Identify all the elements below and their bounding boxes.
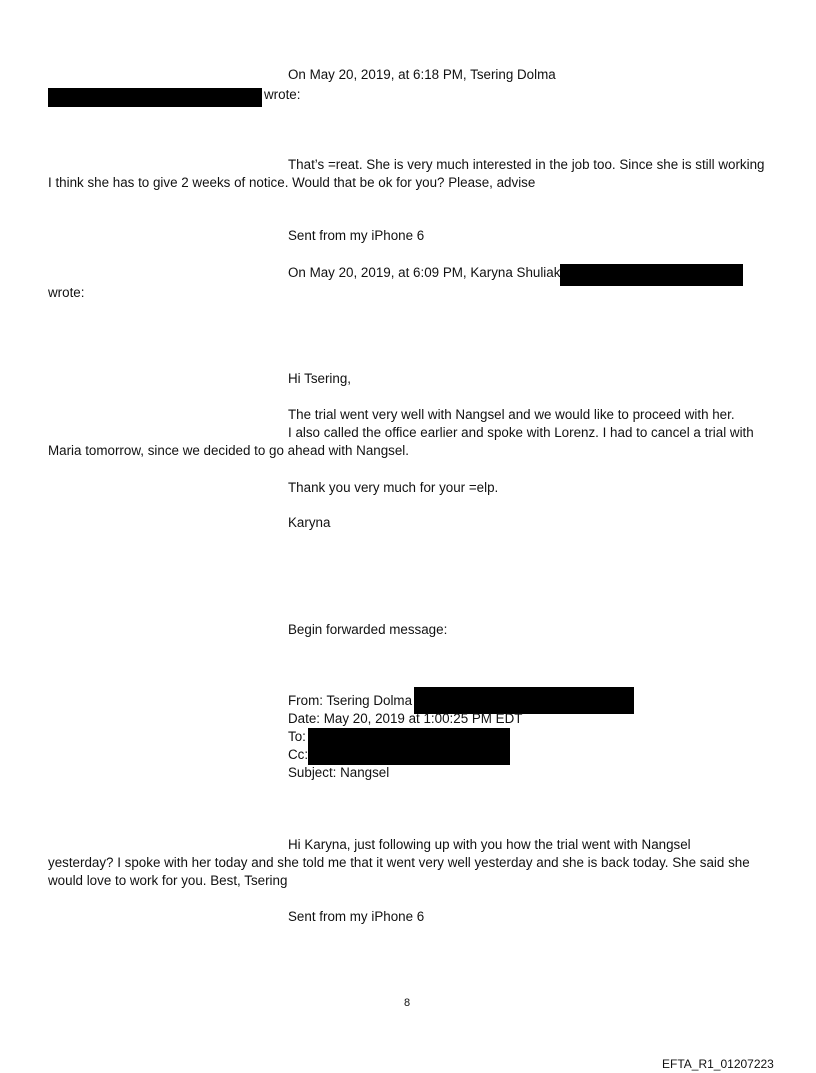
forwarded-from: From: Tsering Dolma — [288, 693, 413, 708]
reply2-body-line: Maria tomorrow, since we decided to go ahead with Nangsel. — [48, 443, 409, 458]
reply1-body-line: I think she has to give 2 weeks of notice. Would that be ok for you? Please, advise — [48, 175, 536, 190]
reply1-signature: Sent from my iPhone 6 — [288, 228, 425, 243]
forwarded-to: To: — [288, 729, 306, 744]
forward-intro: Begin forwarded message: — [288, 622, 448, 637]
reply2-header: On May 20, 2019, at 6:09 PM, Karyna Shuliak — [288, 265, 561, 280]
forwarded-date: Date: May 20, 2019 at 1:00:25 PM EDT — [288, 711, 523, 726]
page-number: 8 — [404, 997, 411, 1009]
forwarded-body-line: yesterday? I spoke with her today and she told me that it went very well yesterday and she is back today. She said she — [48, 855, 750, 870]
redaction-box — [308, 728, 510, 765]
reply2-body-line: The trial went very well with Nangsel and we would like to proceed with her. — [288, 407, 735, 422]
reply2-sign: Karyna — [288, 515, 331, 530]
forwarded-signature: Sent from my iPhone 6 — [288, 909, 425, 924]
redaction-box — [560, 264, 743, 286]
forwarded-body-line: Hi Karyna, just following up with you how the trial went with Nangsel — [288, 837, 691, 852]
reply2-thanks: Thank you very much for your =elp. — [288, 480, 499, 495]
reply2-body-line: I also called the office earlier and spoke with Lorenz. I had to cancel a trial with — [288, 425, 754, 440]
forwarded-cc: Cc: — [288, 747, 309, 762]
reply1-header: On May 20, 2019, at 6:18 PM, Tsering Dolma — [288, 67, 556, 82]
reply1-header-wrote: wrote: — [264, 87, 301, 102]
forwarded-subject: Subject: Nangsel — [288, 765, 390, 780]
reply1-body-line: That’s =reat. She is very much interested in the job too. Since she is still working — [288, 157, 765, 172]
reply2-header-wrote: wrote: — [48, 285, 85, 300]
forwarded-body-line: would love to work for you. Best, Tsering — [48, 873, 288, 888]
redaction-box — [48, 88, 262, 107]
reply2-greeting: Hi Tsering, — [288, 371, 352, 386]
document-id: EFTA_R1_01207223 — [662, 1057, 774, 1071]
